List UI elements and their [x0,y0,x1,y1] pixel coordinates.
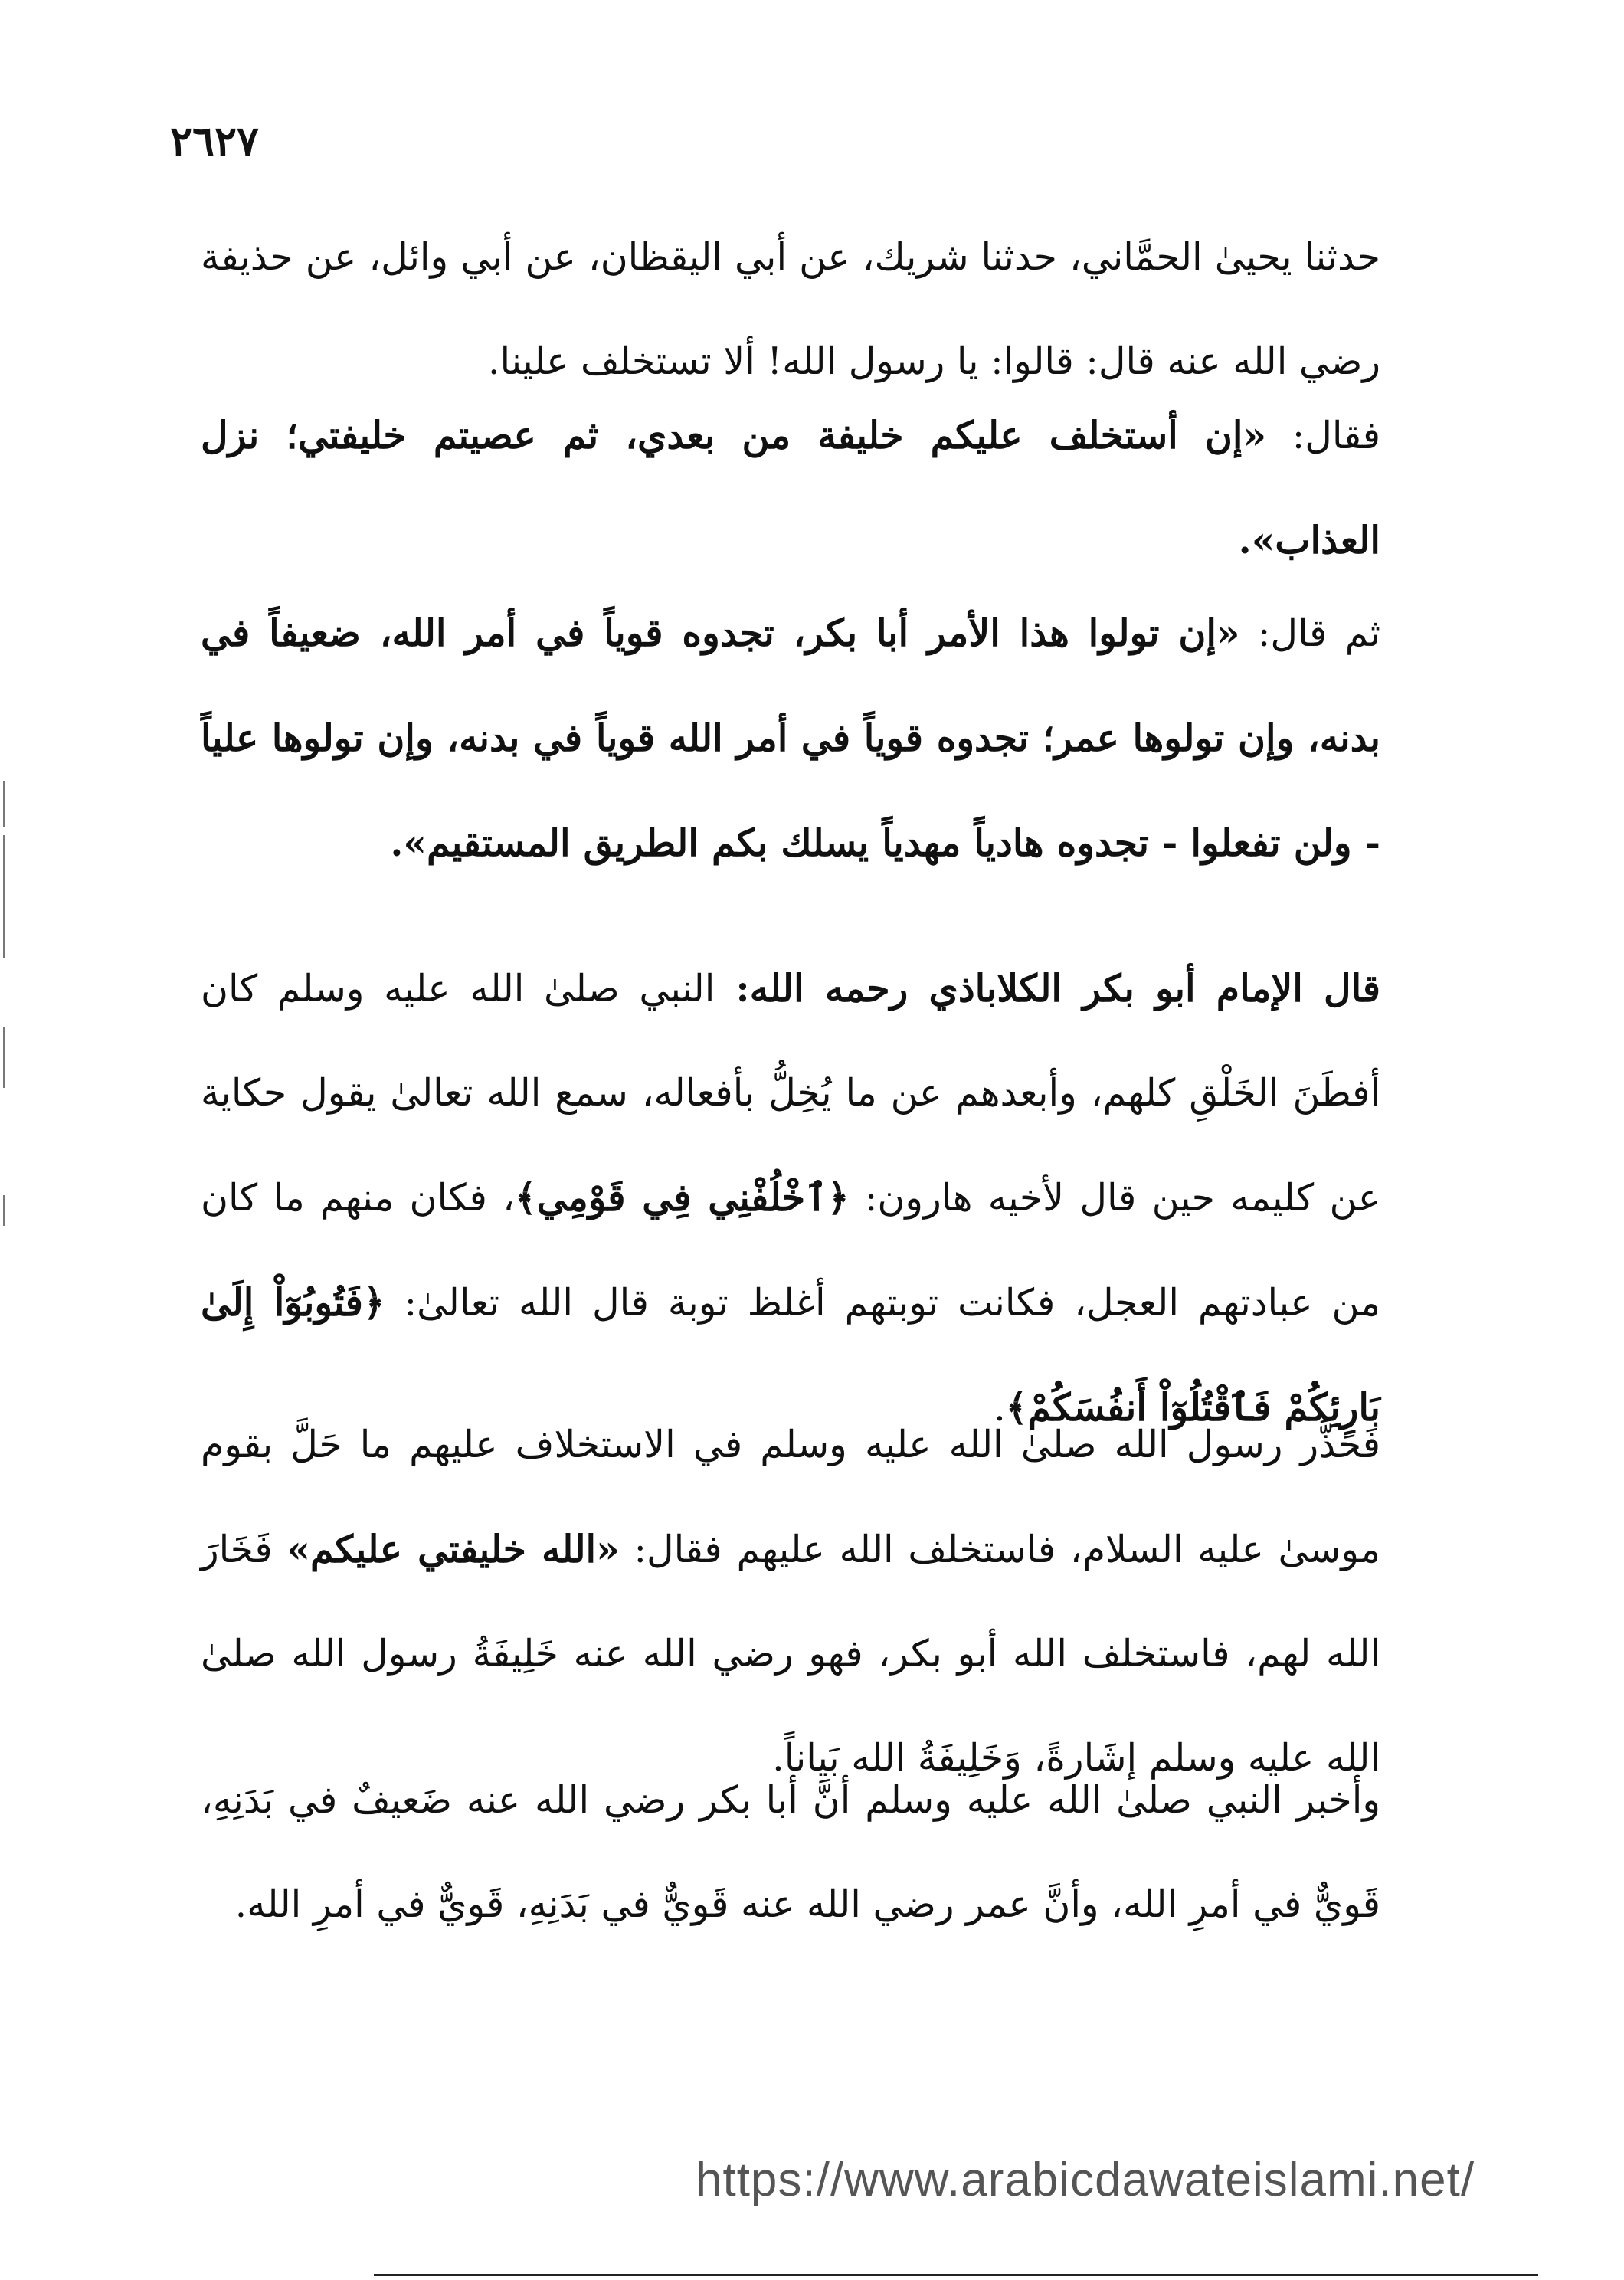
paragraph-4-lead: قال الإمام أبو بكر الكلاباذي رحمه الله: [715,966,1380,1011]
scan-edge-mark [3,835,5,958]
paragraph-4-text-a: النبي صلىٰ الله عليه وسلم كان أفطَنَ الخَلْقِ كلهم، وأبعدهم عن ما يُخِلُّ بأفعاله، سمع الله تعالىٰ يقول حكاية عن كليمه حين قال لأخيه هارون: [201,967,1380,1220]
footer-rule [374,2274,1538,2276]
paragraph-6-text: وأخبر النبي صلىٰ الله عليه وسلم أنَّ أبا بكر رضي الله عنه ضَعيفٌ في بَدَنِهِ، قَويٌّ في أمرِ الله، وأنَّ عمر رضي الله عنه قَويٌّ في بَدَنِهِ، قَويٌّ في أمرِ الله. [201,1778,1380,1926]
paragraph-5-text-a: فَحَذَّر رسول الله صلىٰ الله عليه وسلم في الاستخلاف عليهم ما حَلَّ بقوم موسىٰ عليه السلام، فاستخلف الله عليهم فقال: [201,1423,1380,1571]
quran-verse-2: ﴿فَتُوبُوٓاْ إِلَىٰ بَارِئِكُمْ فَٱقْتُلُوٓاْ أَنفُسَكُمْ﴾ [201,1280,1380,1430]
scan-edge-mark [3,1195,5,1226]
hadith-quote-1: «إن أستخلف عليكم خليفة من بعدي، ثم عصيتم خليفتي؛ نزل العذاب». [201,413,1380,562]
paragraph-4-text-b: ، فكان منهم ما كان من عبادتهم العجل، فكانت توبتهم أغلظ توبة قال الله تعالىٰ: [201,1176,1380,1325]
paragraph-2-lead: فقال: [1266,414,1381,457]
watermark-url: https://www.arabicdawateislami.net/ [696,2154,1475,2206]
hadith-quote-3: «الله خليفتي عليكم» [286,1527,620,1571]
paragraph-4 [201,936,1380,1460]
paragraph-5-text-b: فَخَارَ الله لهم، فاستخلف الله أبو بكر، فهو رضي الله عنه خَلِيفَةُ رسول الله صلىٰ الله عليه وسلم إشَارةً، وَخَلِيفَةُ الله بَياناً. [201,1528,1380,1780]
page-number: ٢٦٢٧ [170,116,260,165]
paragraph-2 [201,383,1380,593]
paragraph-4-end: . [994,1386,1006,1430]
paragraph-6 [201,1748,1380,1957]
paragraph-3-lead: ثم قال: [1239,611,1380,655]
paragraph-1-text: حدثنا يحيىٰ الحمَّاني، حدثنا شريك، عن أبي اليقظان، عن أبي وائل، عن حذيفة رضي الله عنه قال: قالوا: يا رسول الله! ألا تستخلف علينا. [201,235,1380,383]
quran-verse-1: ﴿ٱخْلُفْنِي فِي قَوْمِي﴾ [514,1175,850,1220]
paragraph-3 [201,581,1380,896]
hadith-quote-2: «إن تولوا هذا الأمر أبا بكر، تجدوه قوياً في أمر الله، ضعيفاً في بدنه، وإن تولوها عمر؛ تجدوه قوياً في أمر الله قوياً في بدنه، وإن تولوها علياً - ولن تفعلوا - تجدوه هادياً مهدياً يسلك بكم الطريق المستقيم». [201,611,1380,865]
scan-edge-mark [3,781,5,827]
scan-edge-mark [3,1027,5,1088]
